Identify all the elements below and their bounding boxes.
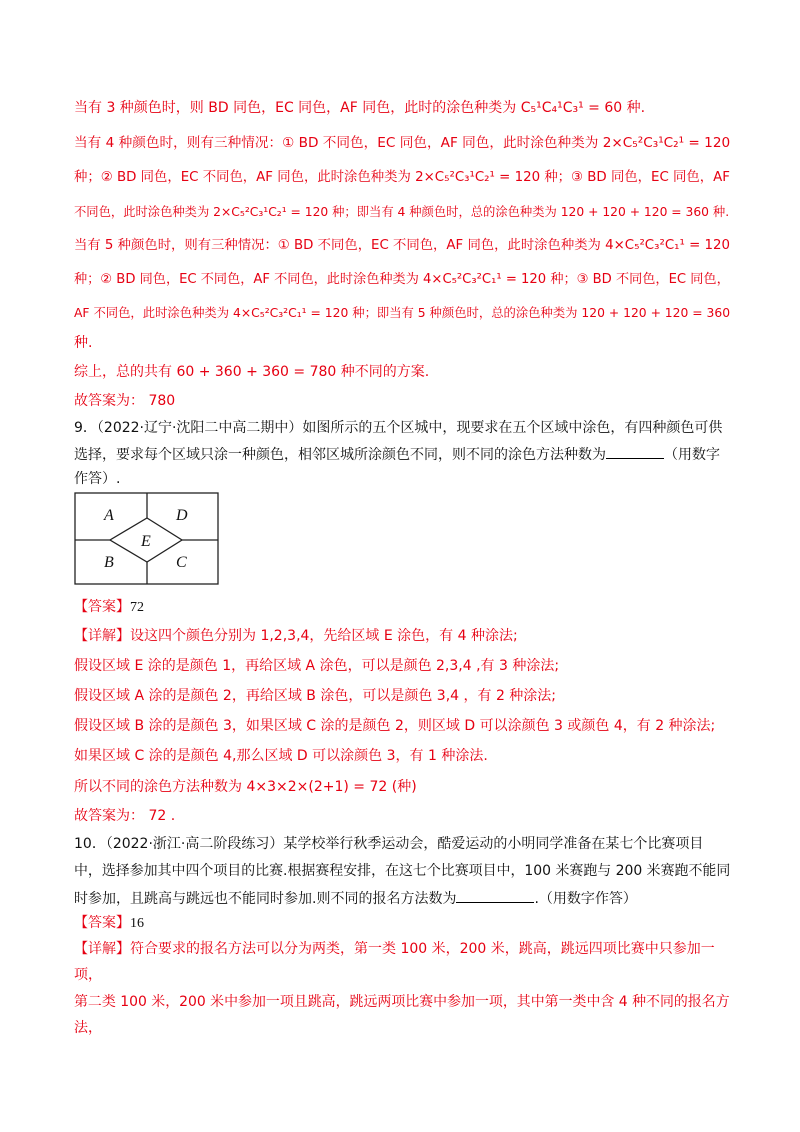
solution-line-6: 种；② BD 同色，EC 不同色，AF 不同色，此时涂色种类为 4×C₅²C₃²C₁¹ = 120 种；③ BD 不同色，EC 同色， — [74, 272, 730, 287]
answer-tag: 【答案】 — [74, 915, 130, 931]
region-diagram — [74, 492, 220, 586]
region-label-e: E — [141, 533, 151, 550]
question-9-text: 选择，要求每个区域只涂一种颜色，相邻区城所涂颜色不同，则不同的涂色方法种数为 — [74, 447, 606, 463]
region-label-b: B — [104, 554, 114, 571]
detail-9-line-1: 【详解】设这四个颜色分别为 1,2,3,4，先给区域 E 涂色，有 4 种涂法; — [74, 628, 518, 644]
detail-9-line-6: 所以不同的涂色方法种数为 4×3×2×(2+1) = 72 (种) — [74, 779, 417, 795]
solution-summary: 综上，总的共有 60 + 360 + 360 = 780 种不同的方案. — [74, 364, 430, 380]
question-9-line-1: 9．（2022·辽宁·沈阳二中高二期中）如图所示的五个区城中，现要求在五个区域中涂色，有四种颜色可供 — [74, 420, 723, 436]
detail-9-answer: 故答案为： 72 . — [74, 808, 176, 824]
answer-9 — [74, 597, 144, 618]
solution-line-1: 当有 3 种颜色时，则 BD 同色，EC 同色，AF 同色，此时的涂色种类为 C₅¹C₄¹C₃¹ = 60 种. — [74, 100, 646, 116]
question-9-line-3: 作答）. — [74, 471, 121, 487]
detail-10-line-2: 项， — [74, 967, 102, 983]
solution-line-2: 当有 4 种颜色时，则有三种情况：① BD 不同色，EC 同色，AF 同色，此时涂色种类为 2×C₅²C₃¹C₂¹ = 120 — [74, 135, 731, 151]
region-label-d: D — [176, 507, 188, 524]
solution-line-8: 种. — [74, 335, 93, 351]
detail-9-line-3: 假设区域 A 涂的是颜色 2，再给区域 B 涂色，可以是颜色 3,4 ，有 2 种涂法; — [74, 688, 557, 704]
detail-10-line-1: 【详解】符合要求的报名方法可以分为两类，第一类 100 米，200 米，跳高，跳远四项比赛中只参加一 — [74, 941, 715, 957]
question-10-line-1: 10．（2022·浙江·高二阶段练习）某学校举行秋季运动会，酷爱运动的小明同学准备在某七个比赛项目 — [74, 836, 704, 852]
answer-tag: 【答案】 — [74, 599, 130, 615]
question-9-line-2 — [74, 444, 720, 465]
answer-10 — [74, 913, 144, 934]
detail-10-line-3: 第二类 100 米，200 米中参加一项且跳高，跳远两项比赛中参加一项，其中第一类中含 4 种不同的报名方 — [74, 994, 730, 1010]
answer-value: 16 — [130, 916, 144, 931]
answer-blank — [456, 888, 534, 903]
question-10-line-3 — [74, 888, 637, 909]
solution-line-7: AF 不同色，此时涂色种类为 4×C₅²C₃²C₁¹ = 120 种；即当有 5 种颜色时，总的涂色种类为 120 + 120 + 120 = 360 — [74, 306, 731, 320]
solution-line-3: 种；② BD 同色，EC 不同色，AF 同色，此时涂色种类为 2×C₅²C₃¹C₂¹ = 120 种；③ BD 同色，EC 同色，AF — [74, 170, 730, 185]
question-10-text: 时参加，且跳高与跳远也不能同时参加.则不同的报名方法数为 — [74, 891, 457, 907]
region-label-a: A — [104, 507, 114, 524]
detail-10-line-4: 法， — [74, 1020, 102, 1036]
region-label-c: C — [176, 554, 187, 571]
solution-line-4: 不同色，此时涂色种类为 2×C₅²C₃¹C₂¹ = 120 种；即当有 4 种颜色时，总的涂色种类为 120 + 120 + 120 = 360 种. — [74, 205, 730, 219]
detail-9-line-2: 假设区域 E 涂的是颜色 1，再给区域 A 涂色，可以是颜色 2,3,4 ,有 3 种涂法; — [74, 658, 560, 674]
solution-line-5: 当有 5 种颜色时，则有三种情况：① BD 不同色，EC 不同色，AF 同色，此时涂色种类为 4×C₅²C₃²C₁¹ = 120 — [74, 238, 730, 253]
question-10-line-2: 中，选择参加其中四个项目的比赛.根据赛程安排，在这七个比赛项目中，100 米赛跑与 200 米赛跑不能同 — [74, 863, 731, 879]
answer-value: 72 — [130, 600, 144, 615]
solution-answer: 故答案为： 780 — [74, 393, 176, 409]
answer-blank — [606, 444, 664, 459]
question-10-text-end: .（用数字作答） — [534, 891, 637, 907]
detail-9-line-4: 假设区域 B 涂的是颜色 3，如果区域 C 涂的是颜色 2，则区域 D 可以涂颜色 3 或颜色 4，有 2 种涂法; — [74, 718, 716, 734]
detail-9-line-5: 如果区域 C 涂的是颜色 4,那么区域 D 可以涂颜色 3，有 1 种涂法. — [74, 748, 488, 764]
question-9-text-end: （用数字 — [664, 447, 720, 463]
